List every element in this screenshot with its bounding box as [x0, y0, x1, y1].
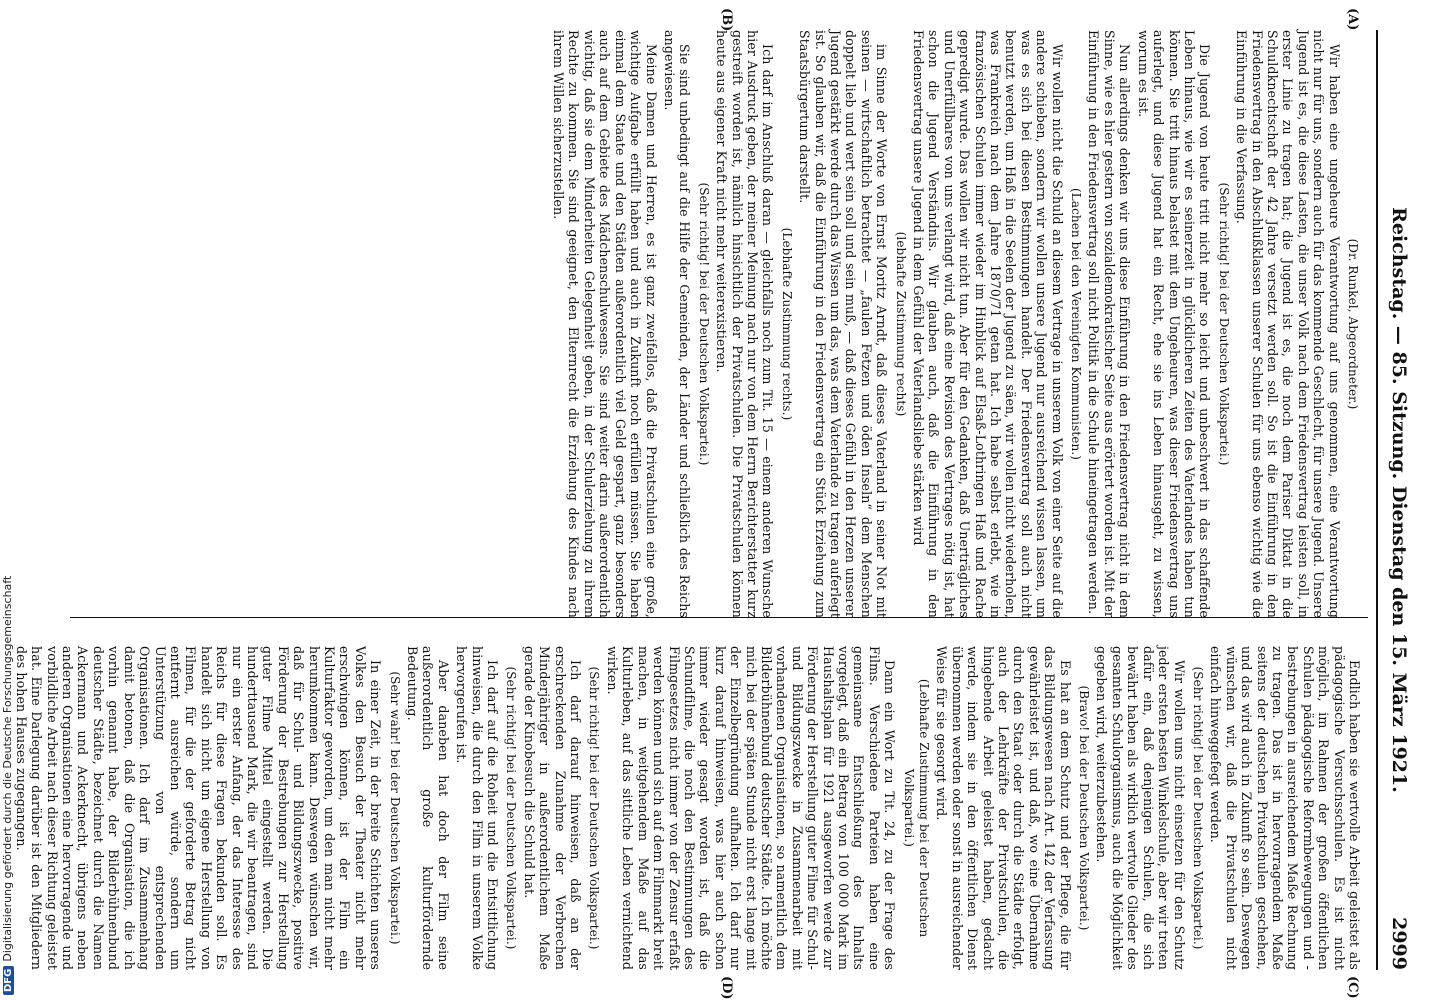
interjection: (Sehr richtig! bei der Deutschen Volkspartei.) — [587, 666, 602, 950]
column-divider — [70, 617, 1368, 618]
header-title: Reichstag. — 85. Sitzung. Dienstag den 15. März 1921. — [1388, 207, 1410, 793]
interjection: (Sehr richtig! bei der Deutschen Volkspartei.) — [696, 182, 711, 466]
paragraph: In einer Zeit, in der breite Schichten unseres Volkes den Besuch der Theater nicht mehr erschwingen können, ist der Film ein Kulturfaktor geworden, um den man nicht mehr herumkommen kann. Deswegen wünschen wir, daß für Schul- und Bildungszwecke, positive Förderung der Bestrebungen zur Herstellung guter Filme Mittel eingestellt werden. Die hunderttausend Mark, die wir beantragen, sind nur ein erster Anfang, der das Interesse des Reichs für diese Fragen bekunden soll. Es handelt sich nicht um eigene Herstellung von Filmen, für die der geforderte Betrag nicht entfernt ausreichen würde, sondern um Unterstützung von entsprechenden Organisationen. Ich darf im Zusammenhang damit betonen, daß die Organisation, die ich vorhin genannt habe, der Bilderbühnenbund deutscher Städte, bezeichnet durch die Namen Ackermann und Ackerknecht, übrigens neben anderen Organisationen eine hervorragende und vorbildliche Arbeit nach dieser Richtung geleistet hat. Eine Darlegung darüber ist den Mitgliedern des hohen Hauses zugegangen. — [13, 646, 384, 970]
dfg-logo: DFG — [3, 966, 14, 995]
digitization-credit — [1, 15, 23, 995]
interjection: (Sehr richtig! bei der Deutschen Volkspartei.) — [1216, 182, 1231, 466]
interjection: (lebhafte Zustimmung rechts) — [893, 231, 908, 417]
interjection: (Lachen bei den Vereinigten Kommunisten.) — [1069, 187, 1084, 461]
paragraph: Ich darf auf die Roheit und die Entsittlichung hinweisen, die durch den Film in unserem Volke hervorgerufen ist. — [454, 646, 501, 970]
paragraph: Wir haben eine ungeheure Verantwortung auf uns genommen, eine Verantwortung nicht nur für uns, sondern auch für das kommende Geschlecht, für unsere Jugend. Unsere Jugend ist es, die diese Lasten, die unser Volk nach dem Friedensvertrag leisten soll, in erster Linie zu tragen hat; die Jugend ist es, die noch dem Pariser Diktat in die Schuldknechtschaft der 42 Jahre versetzt werden soll. So ist die Einführung in den Friedensvertrag in den Abschlußklassen unserer Schulen für uns ebenso wichtig wie die Einführung in die Verfassung. — [1234, 30, 1342, 618]
digitization-credit-text: Digitalisierung gefördert durch die Deutsche Forschungsgemeinschaft — [1, 575, 14, 962]
margin-marker-a: (A) — [1345, 8, 1360, 31]
interjection: (Sehr richtig! bei der Deutschen Volkspartei.) — [504, 666, 519, 950]
interjection: (Lebhafte Zustimmung bei der Deutschen Volkspartei.) — [901, 678, 932, 938]
paragraph: Nun allerdings denken wir uns diese Einführung in den Friedensvertrag nicht in dem Sinne, wie es hier gestern von sozialdemokratischer Seite aus erörtert worden ist. Mit der Einführung in den Friedensvertrag soll nicht Politik in die Schule hineingetragen werden. — [1086, 30, 1133, 618]
page-number: 2999 — [1388, 917, 1410, 970]
paragraph: Die Jugend von heute tritt nicht mehr so leicht und unbeschwert in das schaffende Leben hinaus, wie wir es seinerzeit in glücklicheren Zeiten des Vaterlandes haben tun können. Sie tritt hinaus belastet mit dem Ungeheuren, was dieser Friedensvertrag uns auferlegt, und diese Jugend hat ein Recht, ehe sie ins Leben hinausgeht, zu wissen, worum es ist. — [1135, 30, 1213, 618]
interjection: (Lebhafte Zustimmung rechts.) — [779, 227, 794, 421]
margin-marker-b: (B) — [719, 8, 734, 32]
header-rule — [1376, 30, 1378, 970]
paragraph: Dann ein Wort zu Tit. 24, zu der Frage des Films. Verschiedene Parteien haben eine gemeinsame Entschließung des Inhalts vorgelegt, daß ein Betrag von 100 000 Mark im Haushaltsplan für 1921 ausgeworfen werde zur Förderung der Herstellung guter Filme für Schul- und Bildungszwecke in Zusammenarbeit mit vorhandenen Organisationen, so namentlich dem Bilderbühnenbund deutscher Städte. Ich möchte mich bei der späten Stunde nicht erst lange mit der Einzelbegründung aufhalten. Ich darf nur kurz darauf hinweisen, was hier auch schon immer wieder gesagt worden ist, daß die Schundfilme, die noch den Bestimmungen des Filmgesetzes nicht immer von der Zensur erfaßt werden können und sich auf dem Filmmarkt breit machen, in weitgehendem Maße auf das Kulturleben, auf das sittliche Leben vernichtend wirken. — [604, 646, 898, 970]
paragraph: Ich darf im Anschluß daran — gleichfalls noch zum Tit. 15 — einem anderen Wunsche hier Ausdruck geben, der meiner Meinung nach nur von dem Herrn Berichterstatter kurz gestreift worden ist, nämlich hinsichtlich der Privatschulen. Die Privatschulen können heute aus eigener Kraft nicht mehr weiterexistieren. — [714, 30, 776, 618]
interjection: (Sehr richtig! bei der Deutschen Volkspartei.) — [1190, 666, 1205, 950]
interjection: (Sehr wahr! bei der Deutschen Volkspartei.) — [387, 671, 402, 945]
left-text-column — [57, 30, 1362, 618]
interjection: (Dr. Runkel, Abgeordneter.) — [1346, 238, 1360, 410]
right-text-column — [10, 646, 1362, 970]
margin-marker-c: (C) — [1345, 976, 1360, 999]
paragraph: Aber daneben hat doch der Film seine außerordentlich große kulturfördernde Bedeutung. — [405, 646, 451, 970]
paragraph: Es hat an dem Schutz und der Pflege, die für das Bildungswesen nach Art. 142 der Verfassung gewährleistet ist, und daß, wo eine Übernahme durch den Staat oder durch die Städte erfolgt, auch der Lehrkräfte der Privatschulen, die hingebende Arbeit geleistet haben, gedacht werde, indem sie in den öffentlichen Dienst übernommen werden oder sonst in ausreichender Weise für sie gesorgt wird. — [934, 646, 1073, 970]
margin-marker-d: (D) — [719, 976, 734, 1000]
paragraph: Endlich haben sie wertvolle Arbeit geleistet als pädagogische Versuchsschulen. Es ist nicht möglich, im Rahmen der großen öffentlichen Schulen pädagogische Reformbewegungen und -bestrebungen in ausreichendem Maße Rechnung zu tragen. Das ist in hervorragendem Maße seitens der deutschen Privatschulen geschehen, und das wird auch in Zukunft so sein. Deswegen wünschen wir, daß die Privatschulen nicht einfach hinweggefegt werden. — [1208, 646, 1362, 970]
paragraph: Meine Damen und Herren, es ist ganz zweifellos, daß die Privatschulen eine große, wichtige Aufgabe erfüllt haben und auch in Zukunft noch erfüllen müssen. Sie haben einmal dem Staate und den Städten außerordentlich viel Geld gespart, ganz besonders auch auf dem Gebiete des Mädchenschulwesens. Sie sind weiter darin außerordentlich wichtig, daß sie dem Minderheiten Gelegenheit geben, in der Schulerziehung zu ihrem Rechte zu kommen. Sie sind geeignet, den Elternrecht die Erziehung des Kindes nach ihrem Willen sicherzustellen. — [551, 30, 659, 618]
paragraph: Sie sind unbedingt auf die Hilfe der Gemeinden, der Länder und schließlich des Reichs angewiesen. — [661, 30, 693, 618]
page-header — [1380, 30, 1414, 970]
paragraph: Wir wollen uns nicht einsetzen für den Schutz jeder ersten besten Winkelschule, aber wir treten dafür ein, daß denjenigen Schulen, die sich bewährt haben als wirklich wertvolle Glieder des gesamten Schulorganismus, auch die Möglichkeit gegeben wird, weiterzubestehen. — [1094, 646, 1187, 970]
paragraph: Ich darf darauf hinweisen, daß an der erschreckenden Zunahme der Verbrechen Minderjähriger in außerordentlichem Maße gerade der Kinobesuch die Schuld hat. — [521, 646, 584, 970]
interjection: (Bravo! bei der Deutschen Volkspartei.) — [1077, 685, 1092, 931]
paragraph: im Sinne der Worte von Ernst Moritz Arndt, daß dieses Vaterland in seiner Not mit seinen — wirtschaftlich betrachtet — „faulen Fetzen und öden Inseln“ dem Menschen doppelt lieb und wert sein soll und sein muß, — daß dieses Gefühl in den Herzen unserer Jugend gestärkt werde durch das Wissen um das, was dem Vaterlande zu tragen auferlegt ist. So glauben wir, daß die Einführung in den Friedensvertrag ein Stück Erziehung zum Staatsbürgertum darstellt. — [797, 30, 890, 618]
paragraph: Wir wollen nicht die Schuld an diesem Vertrage in unserem Volk von einer Seite auf die andere schieben, sondern wir wollen unsere Jugend nur ausreichend wissen lassen, um was es sich bei diesen Bestimmungen handelt. Der Friedensvertrag soll auch nicht benutzt werden, um Haß in die Seelen der Jugend zu säen, wir wollen nicht wiederholen, was Frankreich nach dem Jahre 1870/71 getan hat. Ich habe selbst erlebt, wie in französischen Schulen immer wieder im Hinblick auf Elsaß-Lothringen Haß und Rache gepredigt wurde. Das wollen wir nicht tun. Aber für den Gedanken, daß Unerträgliches und Unerfüllbares von uns verlangt wird, daß eine Revision des Vertrages nötig ist, hat schon die Jugend Verständnis. Wir glauben auch, daß die Einführung in den Friedensvertrag unsere Jugend in dem Gefühl der Vaterlandsliebe stärken wird — [911, 30, 1065, 618]
